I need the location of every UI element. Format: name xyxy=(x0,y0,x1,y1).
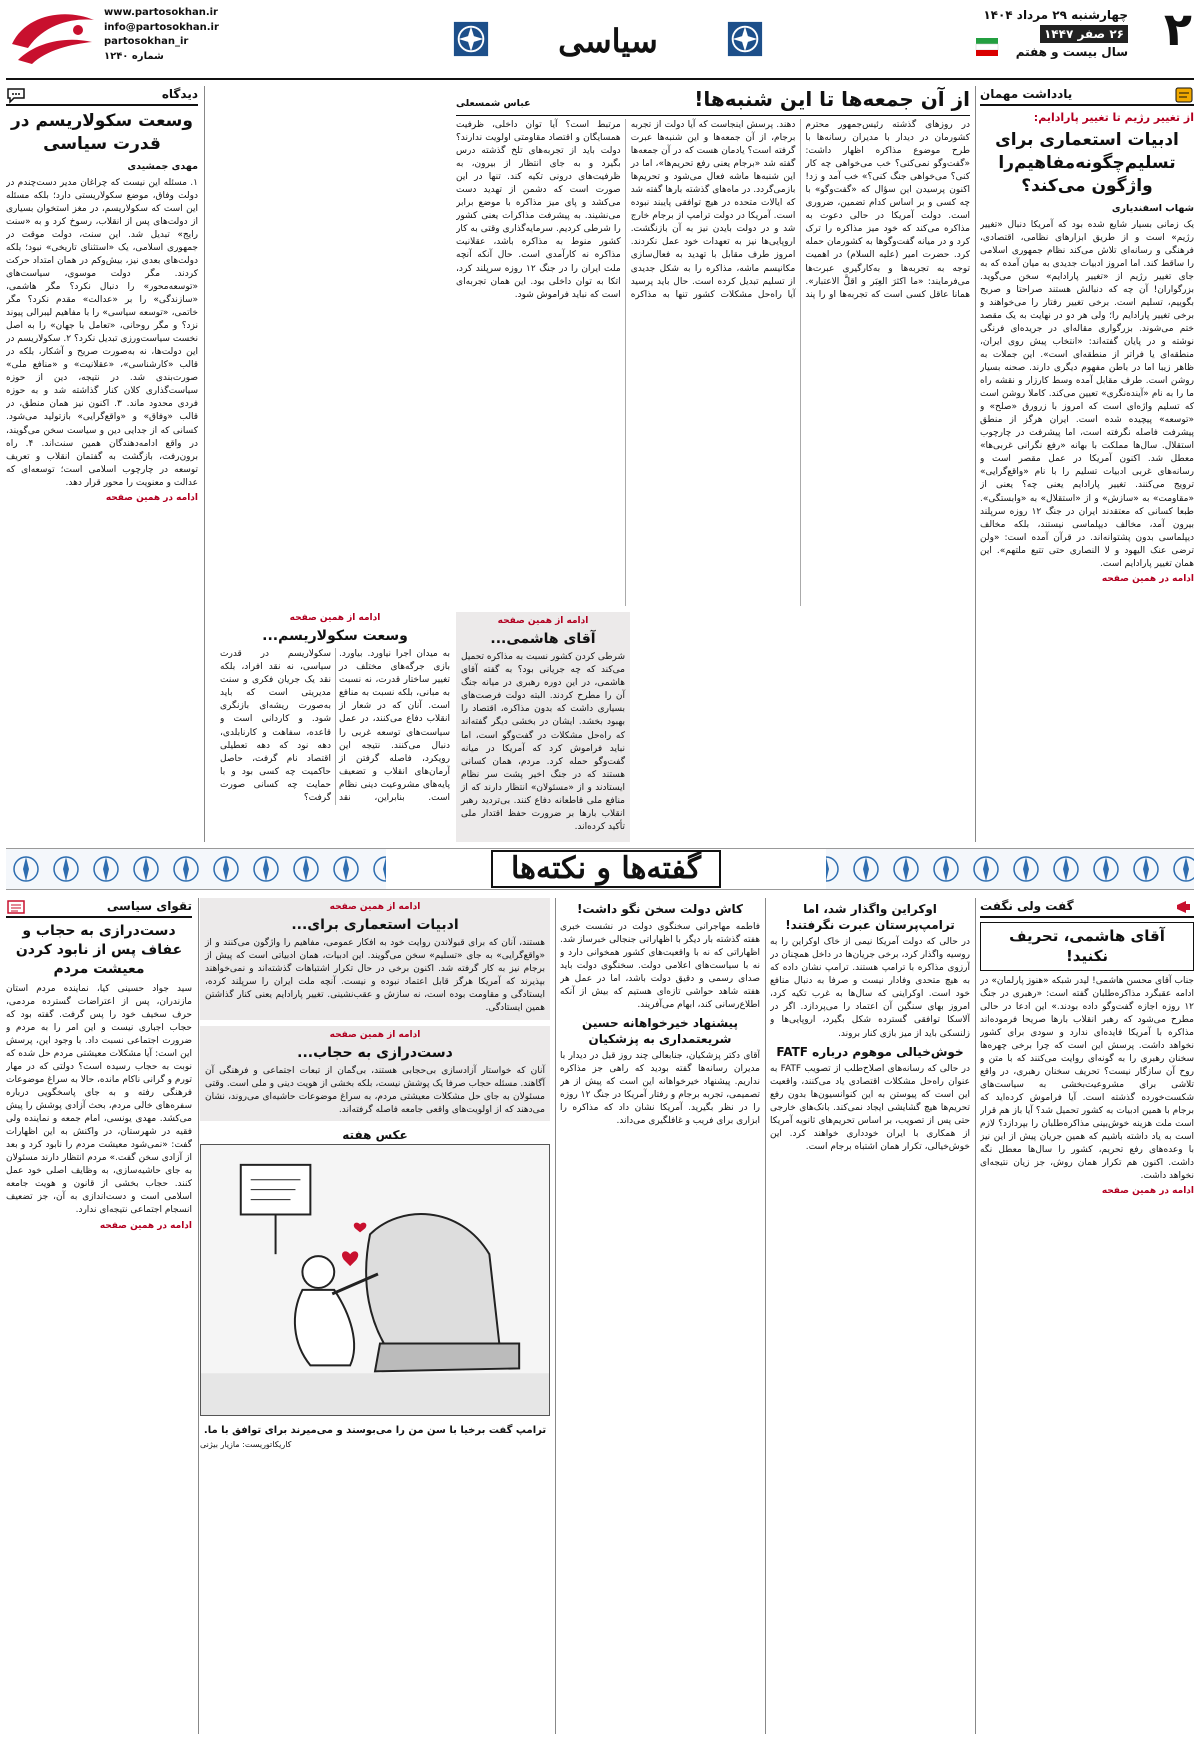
photo-caption: ترامپ گفت برخیا با سن من را می‌بوسند و می‌میرند برای توافق با ما. xyxy=(203,1425,547,1437)
notes-column-b xyxy=(560,898,760,1734)
political-piety-column xyxy=(6,898,192,1734)
main-article xyxy=(456,86,970,606)
column-divider xyxy=(204,86,205,842)
analysis-continue[interactable]: ادامه در همین صفحه xyxy=(105,492,198,503)
cont-secular-columns xyxy=(220,648,450,805)
said-unsaid-continue[interactable]: ادامه در همین صفحه xyxy=(1101,1186,1194,1197)
main-article-headline xyxy=(456,86,970,116)
political-piety-continue[interactable]: ادامه در همین صفحه xyxy=(99,1220,192,1231)
masthead xyxy=(0,0,1200,82)
section-banner xyxy=(498,12,718,70)
cont-secular-box xyxy=(220,612,450,842)
cont-colonial-box xyxy=(200,898,550,1020)
main-article-title: از آن جمعه‌ها تا این شنبه‌ها! xyxy=(694,87,970,111)
cont-colonial-body: هستند، آنان که برای قبولاندن روایت خود به افکار عمومی، مفاهیم را واژگون می‌کنند و از «واقع‌گرایی» به جای «تسلیم» سخن می‌گویند. این ادبیات، همان ادبیاتی است که پیش از برجام نیز به کار گرفته شد. اکنون برخی در حال تکرار اشتباهات گذشته‌اند و نمی‌خواهند بپذیرند که آمریکا هرگز قابل اعتماد نبوده و نیست. آنچه ملت ایران را سرپلند کرده، ایستادگی و مقاومت بوده است، نه سازش و عقب‌نشینی. تغییر پارادایم یعنی کنار گذاشتن همین ایستادگی. xyxy=(205,938,545,1014)
analysis-body: ۱. مسئله این نیست که چراغان مدیر دست‌چندم در دولت وفاق، موضع سکولاریستی دارد؛ بلکه مسئله این است که سکولاریسم، در مغز استخوان بسیاری از دولت‌های پس از انقلاب، رسوخ کرد و به «سنت رایج» تبدیل شد. این سنت، دولت موقت در جمهوری اسلامی، یک «استثنای تاریخی» نبود؛ بلکه دولت‌های بعدی نیز، بیش‌وکم در همان امتداد حرکت کردند. مگر دولت موسوی، سیاست‌های «توسعه‌محور» را دنبال نکرد؟ مگر هاشمی، «سازندگی» را بر «عدالت» مقدم نکرد؟ مگر خاتمی، «توسعه سیاسی» را با مفاهیم لیبرالی پیوند نزد؟ و مگر روحانی، «تعامل با جهان» را به اصل نخست سیاست‌ورزی تبدیل نکرد؟ ۲. سکولاریسم در این دولت‌ها، نه به‌صورت صریح و آشکار، بلکه در قالب «کارشناسی»، «عقلانیت» و «منافع ملی» صورت‌بندی شد. در نتیجه، دین از حوزه سیاست‌گذاری کلان کنار گذاشته شد و به حوزه فردی محدود ماند. ۳. اکنون نیز همان منطق، در قالب «وفاق» و «واقع‌گرایی» بازتولید می‌شود. کسانی که از جدایی دین و سیاست سخن می‌گویند، در واقع ادامه‌دهندگان همین سنت‌اند. ۴. راه برون‌رفت، بازگشت به گفتمان انقلاب و تعریف توسعه در چارچوب اسلامی است؛ توسعه‌ای که عدالت و معنویت را محور قرار دهد. xyxy=(6,177,198,488)
ornament-icon xyxy=(452,20,490,58)
column-divider xyxy=(765,898,766,1734)
cont-secular-title: وسعت سکولاریسم... xyxy=(262,628,408,645)
cont-hashemi-head: ادامه از همین صفحه xyxy=(497,616,589,626)
contact-info xyxy=(104,6,219,64)
volume-year: سال بیست و هفتم xyxy=(1015,45,1128,60)
cont-hijab-body: آنان که خواستار آزادسازی بی‌حجابی هستند، بی‌گمان از تبعات اجتماعی و فرهنگی آن آگاهند. مسئله حجاب صرفا یک پوشش نیست، بلکه بخشی از هویت دینی و ملی است. وقتی مسئولان به جای حل مشکلات معیشتی مردم، به سراغ موضوعات حاشیه‌ای می‌روند، نشان می‌دهند که از اولویت‌های واقعی جامعه فاصله گرفته‌اند. xyxy=(205,1065,545,1115)
flag-icon xyxy=(974,36,1000,58)
said-unsaid-header xyxy=(980,898,1194,918)
cartoon-image[interactable] xyxy=(200,1144,550,1416)
guest-note-continue[interactable]: ادامه در همین صفحه xyxy=(1101,573,1194,584)
column-divider xyxy=(975,86,976,842)
date-hijri: ۲۶ صفر ۱۴۴۷ xyxy=(958,25,1128,44)
section-title: سیاسی xyxy=(558,21,658,60)
cont-secular-body: به میدان اجرا نیاورد. بیاورد. بازی جرگه‌های مختلف در تغییر ساختار قدرت، نه نسبت به مبانی، بلکه نسبت به منافع است. آنان که در شعار از انقلاب دفاع می‌کنند، در عمل سیاست‌های توسعه غربی را دنبال می‌کنند. نتیجه این رویکرد، فاصله گرفتن از آرمان‌های انقلاب و تضعیف پایه‌های مشروعیت دینی نظام است. بنابراین، نقد سکولاریسم در قدرت سیاسی، نه نقد افراد، بلکه نقد یک جریان فکری و سنت مدیریتی است که باید به‌صورت ریشه‌ای بازنگری شود. و کاردانی است و قاعده، سفاهت و کارنابلدی، دهه نود که دهه تعطیلی اقتصاد نام گرفت، حاصل حاکمیت چه کسی بود و با حمایت چه کسانی صورت گرفت؟ xyxy=(220,649,450,803)
guest-note-header xyxy=(980,86,1194,106)
said-unsaid-title-box xyxy=(980,922,1194,971)
main-article-columns xyxy=(456,119,970,606)
brand-logo xyxy=(6,4,100,70)
cont-hijab-box xyxy=(200,1026,550,1121)
continuations-column xyxy=(200,898,550,1734)
note-title: اوکراین واگذار شد، اما ترامپ‌پرستان عبرت نگرفتند! xyxy=(785,902,955,932)
issue-number: شماره ۱۲۴۰ xyxy=(104,50,164,62)
column-divider xyxy=(198,898,199,1734)
note-body: فاطمه مهاجرانی سخنگوی دولت در نشست خبری هفته گذشته بار دیگر با اظهاراتی جنجالی خبرساز شد. اظهاراتی که نه با واقعیت‌های کشور همخوانی دارد و نه با سیاست‌های اعلامی دولت. سخنگوی دولت باید صدای رسمی و دقیق دولت باشد، اما در عمل هر هفته شاهد حواشی تازه‌ای هستیم که بیش از آنکه اطلاع‌رسانی کند، ابهام می‌آفریند. xyxy=(560,921,760,1010)
website[interactable]: www.partosokhan.ir xyxy=(104,7,218,18)
date-persian: چهارشنبه ۲۹ مرداد ۱۴۰۴ xyxy=(983,8,1128,22)
cont-hashemi-title: آقای هاشمی... xyxy=(490,631,596,648)
guest-note-body: یک زمانی بسیار شایع شده بود که آمریکا دنبال «تغییر رژیم» است و از طریق ابزارهای نظامی، اقتصادی، فرهنگی و رسانه‌ای تلاش می‌کند نظام جمهوری اسلامی را ساقط کند. اما امروز ادبیات جدیدی به میان آمده که به جای تغییر رژیم از «تغییر پارادایم» سخن می‌گوید. بزرگواران! آن چه که دنبالش هستند صراحتا و صریح بگوییم، تسلیم است. برخی تغییر رفتار را می‌خواهند و برخی تغییر پارادایم را؛ ولی هر دو در نهایت به یک مقصد ختم می‌شوند. بزرگواری مقاله‌ای در جریده‌ای فرنگی نوشته و در پایان گفته‌اند: «انتخاب پیش روی ایران، منطقه‌ای یا فراتر از منطقه‌ای است». این جملات به ظاهر زیبا اما در باطن مفهوم دیگری دارند. صحنه بسیار روشن است. طرف مقابل آمده وسط کارزار و نقشه راه ما را به نام «آینده‌نگری» تعیین می‌کند. کاملا روشن است که تسلیم واژه‌ای است که امروز با زرورق «صلح» و «توسعه» پیچیده شده است. ایران هرگز از منطق پیشرفت فاصله نگرفته است، اما پیشرفت در چارچوب استقلال. سال‌ها مملکت با بهانه «رفع نگرانی غربی‌ها» معطل شد. اکنون آمریکا در عمل مقصر است و رسانه‌های غربی ادبیات تسلیم را با نام «واقع‌گرایی» ترویج می‌کنند. تغییر پارادایم یعنی چه؟ یعنی از «مقاومت» به «سازش» و از «استقلال» به «وابستگی». طبعا کسانی که معتقدند ایران در جنگ ۱۲ روزه سرپلند بیرون آمد، مخالف دیپلماسی نیستند، بلکه مخالف دیپلماسی بدون پشتوانه‌اند. در قرآن آمده است: «ولن ترضی عنک الیهود و لا النصاری حتی تتبع ملتهم». این همان تغییر پارادایم است. xyxy=(980,219,1194,569)
speech-bubble-icon xyxy=(6,86,26,104)
cont-colonial-head: ادامه از همین صفحه xyxy=(329,902,421,912)
page-number: ۲ xyxy=(1163,2,1192,56)
cont-colonial-title: ادبیات استعماری برای... xyxy=(291,917,459,934)
cont-hijab-head: ادامه از همین صفحه xyxy=(329,1029,421,1040)
cont-hashemi-box xyxy=(456,612,630,842)
column-divider xyxy=(975,898,976,1734)
band-title: گفته‌ها و نکته‌ها xyxy=(386,849,826,889)
cont-secular-head: ادامه از همین صفحه xyxy=(289,613,381,623)
brand xyxy=(6,4,100,70)
note-title: پیشنهاد خیرخواهانه حسین شریعتمداری به پزشکیان xyxy=(582,1015,738,1046)
analysis-header-label: دیدگاه xyxy=(161,87,198,102)
analysis-header xyxy=(6,86,198,106)
ornament-icon xyxy=(726,20,764,58)
note-title: خوش‌خیالی موهوم درباره FATF xyxy=(776,1044,964,1059)
guest-note-header-label: یادداشت مهمان xyxy=(980,87,1073,102)
main-article-body: در روزهای گذشته رئیس‌جمهور محترم کشورمان در دیدار با مدیران رسانه‌ها با طرح موضوع مذاکره اظهار داشت: «گفت‌وگو نمی‌کنی؟ خب می‌خواهی چه کار کنی؟ می‌خواهی جنگ کنی؟» خب آمد و زد! اکنون پرسیدن این سؤال که «گفت‌وگو» با چه کسی و بر اساس کدام تضمین، ضروری است. دولت آمریکا در حالی دعوت به مذاکره می‌کند که خود میز مذاکره را ترک کرد و در میانه گفت‌وگوها به کشورمان حمله کرد. حضرت امیر (علیه السلام) در اهمیت توجه به تجربه‌ها و به‌کارگیری عبرت‌ها می‌فرمایند: «ما اکثرَ العِبَر و اقلَّ الاعتبار». همانا عاقل کسی است که تجربه‌ها او را پند دهند. پرسش اینجاست که آیا دولت از تجربه برجام، از آن جمعه‌ها و این شنبه‌ها عبرت گرفته است؟ یادمان هست که در آن جمعه‌ها گفته شد «برجام یعنی رفع تحریم‌ها»، اما در این شنبه‌ها ماشه فعال می‌شود و تحریم‌ها بازمی‌گردد. در ماه‌های گذشته بارها گفته شد که ایالات متحده در هیچ توافقی پایبند نبوده است. آمریکا در دولت ترامپ از برجام خارج شد و در دولت بایدن نیز به آن بازنگشت. اروپایی‌ها نیز به تعهدات خود عمل نکردند. امروز طرف مقابل با تهدید به فعال‌سازی مکانیسم ماشه، مذاکره را به شکل جدیدی از تسلیم تبدیل کرده است. حال باید پرسید آیا راه‌حل مشکلات کشور تنها به مذاکره مرتبط است؟ آیا توان داخلی، ظرفیت همسایگان و اقتصاد مقاومتی اولویت ندارند؟ دولت باید از تجربه‌های تلخ گذشته درس بگیرد و به جای انتظار از بیرون، به ظرفیت‌های درونی تکیه کند. تنها در این صورت است که دشمن از تهدید دست می‌کشد و پای میز مذاکره با موضع برابر می‌نشیند. به پیشرفت مذاکرات یعنی کشور را شرطی کردیم. سرمایه‌گذاری وقتی به کار کشور منوط به مذاکره باشد، عقلانیت مذاکره نه کارآمدی است. حال آنکه آنچه ملت ایران را در جنگ ۱۲ روزه سرپلند کرد، اتکا به توان داخلی بود. این همان تجربه‌ای است که نباید فراموش شود. xyxy=(456,120,970,300)
said-unsaid-body: جناب آقای محسن هاشمی! لیدر شبکه «هنوز پارلمان» در ادامه عقبگرد مذاکره‌طلبان گفته است: «رهبری در جنگ ۱۲ روزه اجازه گفت‌وگو داده بودند.» این ادعا در حالی مطرح می‌شود که رهبر انقلاب بارها صریحا فرموده‌اند مذاکره با آمریکا فایده‌ای ندارد و سودی برای کشور نخواهد داشت. پرسش این است که چرا برخی چهره‌ها سخنان رهبری را به گونه‌ای روایت می‌کنند که با متن و روح آن سازگار نیست؟ تحریف سخنان رهبری، در واقع تلاشی برای مشروعیت‌بخشی به سیاست‌های شکست‌خورده گذشته است. آیا فراموش کرده‌اید که برجام با همین ادبیات به کشور تحمیل شد؟ آیا باز هم قرار است ملت هزینه خوش‌بینی مذاکره‌طلبان را بپردازد؟ لازم است به یاد داشته باشیم که همین جریان پیش از این نیز با وعده‌های رفع تحریم، کشور را سال‌ها معطل نگه داشت. اکنون هم تکرار همان روش، جز زیان نتیجه‌ای نخواهد داشت. xyxy=(980,975,1194,1182)
note-body: در حالی که دولت آمریکا نیمی از خاک اوکراین را به روسیه واگذار کرد، برخی جریان‌ها در داخل همچنان در آرزوی مذاکره با ترامپ هستند. ترامپ نشان داده که به هیچ متحدی وفادار نیست و صرفا به دنبال منافع خود است. اوکراینی که سال‌ها به غرب تکیه کرد، امروز بهای سنگین آن اعتماد را می‌پردازد. اگر در آلاسکا توافقی گسترده شکل بگیرد، اروپایی‌ها و زلنسکی باید از میز بازی کنار بروند. xyxy=(770,937,970,1039)
social-handle[interactable]: partosokhan_ir xyxy=(104,36,189,47)
note-body: آقای دکتر پزشکیان، جنابعالی چند روز قبل در دیدار با مدیران رسانه‌ها گفته بودید که راهی جز مذاکره نداریم. پیشنهاد خیرخواهانه این است که پیش از هر تصمیمی، تجربه برجام و رفتار آمریکا در جنگ ۱۲ روزه را در نظر بگیرید. آمریکا نشان داد که مذاکره را ابزاری برای فریب و غافلگیری می‌داند. xyxy=(560,1051,760,1127)
political-piety-header xyxy=(6,898,192,918)
guest-note-title: ادبیات استعماری برای تسلیم‌چگونه‌مفاهیم‌را واژگون می‌کند؟ xyxy=(995,129,1179,196)
political-piety-body: سید جواد حسینی کیا، نماینده مردم استان مازندران، پس از اعتراضات گسترده مردمی، حرف سخیف خود را پس گرفت. گفته بود که حجاب اجباری نیست و این امر را به مردم و ضرورت اجتماعی نسبت داد. با وجود این، پرسش این است: آیا مشکلات معیشتی مردم حل شده که نوبت به حجاب رسیده است؟ دولتی که در مهار تورم و گرانی ناکام مانده، حالا به سراغ موضوعات فرهنگی رفته و به جای پاسخگویی درباره سفره‌های خالی مردم، بحث آزادی پوشش را پیش می‌کشد. مهدی یونسی، امام جمعه و نماینده ولی فقیه در شهرستان، در واکنش به این اظهارات گفت: «نمی‌شود معیشت مردم را نابود کرد و بعد از آزادی سخن گفت.» مردم انتظار دارند مسئولان به جای حاشیه‌سازی، به وظایف اصلی خود عمل کنند. حجاب بخشی از قانون و هویت جامعه اسلامی است و دست‌اندازی به آن، جز تضعیف انسجام اجتماعی نتیجه‌ای ندارد. xyxy=(6,983,192,1216)
analysis-title: وسعت سکولاریسم در قدرت سیاسی xyxy=(11,111,193,154)
analysis-column xyxy=(6,86,198,842)
guest-note-kicker: از تغییر رژیم تا تغییر پارادایم: xyxy=(1033,111,1194,124)
megaphone-icon xyxy=(1174,898,1194,916)
notepad-icon xyxy=(1174,86,1194,104)
cont-hijab-title: دست‌درازی به حجاب... xyxy=(297,1044,453,1061)
masthead-rule xyxy=(6,78,1194,80)
said-unsaid-header-label: گفت ولی نگفت xyxy=(980,899,1074,914)
note-body: در حالی که رسانه‌های اصلاح‌طلب از تصویب FATF به عنوان راه‌حل مشکلات اقتصادی یاد می‌کنند، واقعیت این است که پیوستن به این کنوانسیون‌ها بدون رفع تحریم‌ها هیچ گشایشی ایجاد نمی‌کند. بانک‌های خارجی حتی پس از تصویب، بر اساس تحریم‌های ثانویه آمریکا از همکاری با ایران خودداری خواهند کرد. این خوش‌خیالی، تکرار همان اشتباه برجام است. xyxy=(770,1064,970,1153)
guest-note-author: شهاب اسفندیاری xyxy=(1111,202,1194,214)
column-divider xyxy=(555,898,556,1734)
email[interactable]: info@partosokhan.ir xyxy=(104,21,219,33)
notes-column-a xyxy=(770,898,970,1734)
note-title: کاش دولت سخن نگو داشت! xyxy=(576,902,744,916)
political-piety-title: دست‌درازی به حجاب و عفاف پس از نابود کردن معیشت مردم xyxy=(15,923,183,977)
analysis-author: مهدی جمشیدی xyxy=(127,160,198,172)
sayings-band xyxy=(6,848,1194,890)
newspaper-icon xyxy=(6,898,26,916)
cont-hashemi-body: شرطی کردن کشور نسبت به مذاکره تحمیل می‌کند که چه جریانی بود؟ به گفته آقای هاشمی، در این دوره رهبری در میانه جنگ آن را مطرح کردند. البته دولت فرصت‌های بسیاری داشت که بدون مذاکره، اقتصاد را بهبود بخشد. ایشان در بخشی دیگر گفته‌اند که راه‌حل مشکلات در گفت‌وگو است، اما نباید فراموش کرد که آمریکا در میانه گفت‌وگو حمله کرد. مردم، همان کسانی هستند که در جنگ اخیر پشت سر نظام ایستادند و از «مسئولان» انتظار دارند که از منافع ملی قاطعانه دفاع کنند. بی‌تردید رهبر انقلاب بارها بر ضرورت حفظ اقتدار ملی تأکید کرده‌اند. xyxy=(461,652,625,832)
photo-credit: کاریکاتوریست: مازیار بیژنی xyxy=(200,1439,292,1449)
photo-header: عکس هفته xyxy=(342,1127,408,1142)
political-piety-header-label: تقوای سیاسی xyxy=(106,899,192,914)
said-unsaid-column xyxy=(980,898,1194,1734)
guest-note-column xyxy=(980,86,1194,842)
photo-of-week xyxy=(200,1127,550,1451)
main-article-author: عباس شمسعلی xyxy=(456,98,531,109)
said-unsaid-title: آقای هاشمی، تحریف نکنید! xyxy=(1009,927,1165,966)
